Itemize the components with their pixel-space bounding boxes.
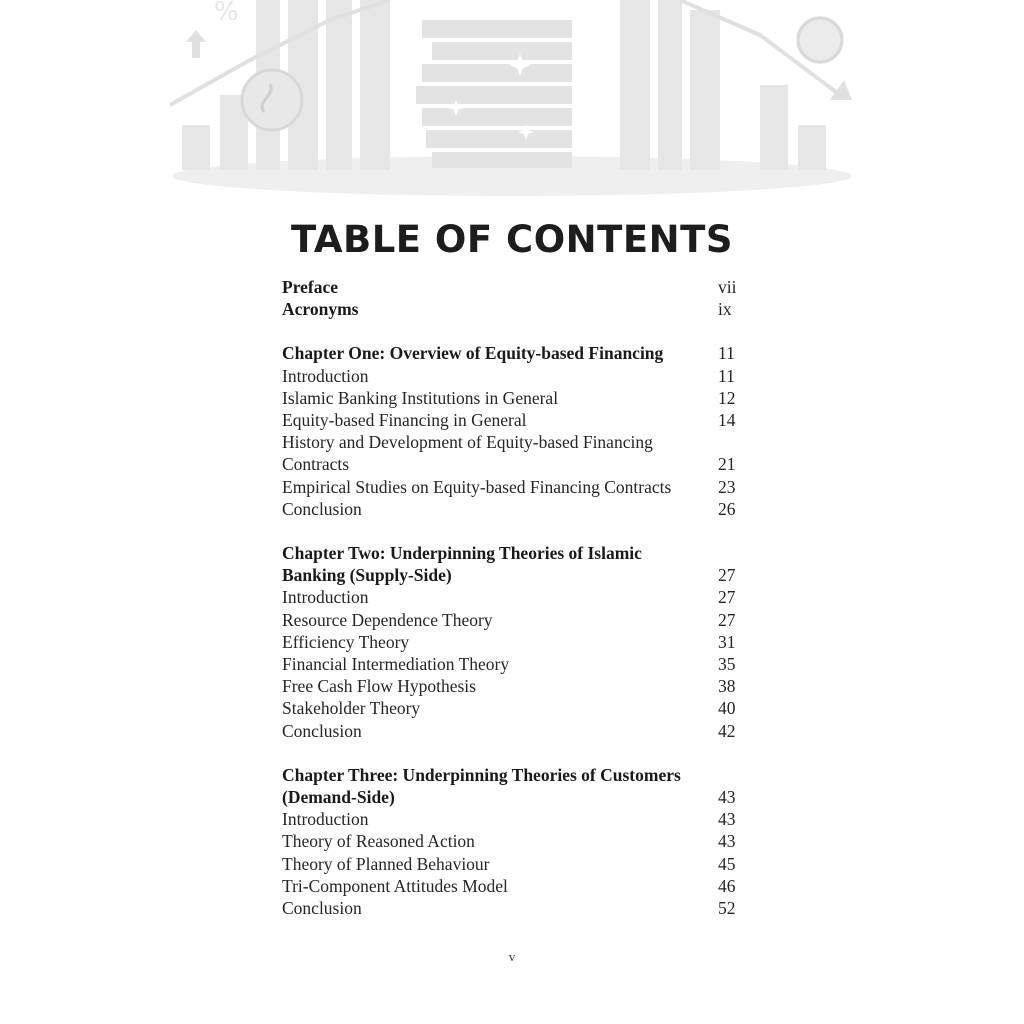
toc-entry-label: Free Cash Flow Hypothesis	[282, 676, 476, 697]
toc-entry	[282, 431, 742, 475]
toc-entry	[282, 409, 742, 431]
toc-entry-label: Stakeholder Theory	[282, 698, 421, 719]
toc-entry	[282, 897, 742, 919]
toc-entry-page: 35	[718, 654, 736, 675]
toc-chapter-three	[282, 764, 742, 808]
toc-entry	[282, 631, 742, 653]
toc-entry-page: 42	[718, 720, 736, 741]
toc-entry-page: 43	[718, 809, 736, 830]
toc-entry-label: Efficiency Theory	[282, 631, 410, 652]
toc-entry-label: Introduction	[282, 587, 369, 608]
toc-entry-label: Islamic Banking Institutions in General	[282, 387, 559, 408]
toc-chapter-two	[282, 542, 742, 586]
toc-entry-page: 52	[718, 898, 736, 919]
toc-entry-page: 27	[718, 587, 736, 608]
toc-entry-page: 11	[718, 365, 735, 386]
toc-entry	[282, 476, 742, 498]
toc-chapter-one	[282, 342, 742, 364]
toc-entry-page: 12	[718, 387, 736, 408]
toc-entry-page: 38	[718, 676, 736, 697]
toc-chapter-label: Chapter Three: Underpinning Theories of Customers (Demand-Side)	[282, 764, 681, 808]
toc-entry-page: vii	[718, 277, 737, 297]
toc-entry-label: Acronyms	[282, 299, 359, 320]
toc-entry-page: 27	[718, 565, 736, 586]
toc-entry-page: 43	[718, 787, 736, 808]
toc-entry	[282, 697, 742, 719]
toc-chapter-label: Chapter Two: Underpinning Theories of Islamic Banking (Supply-Side)	[282, 543, 642, 586]
toc-entry-label: History and Development of Equity-based Financing Contracts	[282, 432, 653, 475]
toc-entry-label: Introduction	[282, 365, 369, 386]
toc-entry	[282, 720, 742, 742]
toc-entry-label: Introduction	[282, 809, 369, 830]
toc-entry-page: 45	[718, 853, 736, 874]
toc-entry-label: Resource Dependence Theory	[282, 609, 493, 630]
toc-entry-acronyms	[282, 298, 742, 320]
svg-text:%: %	[214, 0, 239, 27]
toc-entry-label: Equity-based Financing in General	[282, 410, 527, 431]
toc-entry-page: 11	[718, 343, 735, 364]
table-of-contents	[282, 276, 742, 919]
toc-entry-page: 23	[718, 476, 736, 497]
toc-entry-label: Conclusion	[282, 720, 362, 741]
toc-entry-page: 46	[718, 875, 736, 896]
toc-entry-label: Preface	[282, 277, 339, 297]
toc-entry-page: 27	[718, 609, 736, 630]
toc-entry	[282, 653, 742, 675]
toc-entry-label: Empirical Studies on Equity-based Financing Contracts	[282, 476, 672, 497]
toc-entry-page: 26	[718, 498, 736, 519]
toc-entry	[282, 808, 742, 830]
toc-entry-label: Conclusion	[282, 498, 362, 519]
toc-entry-preface	[282, 276, 742, 298]
toc-entry-label: Financial Intermediation Theory	[282, 654, 510, 675]
toc-entry	[282, 586, 742, 608]
toc-entry-page: 21	[718, 454, 736, 475]
toc-entry	[282, 830, 742, 852]
toc-entry-page: ix	[718, 299, 732, 320]
toc-entry-page: 43	[718, 831, 736, 852]
toc-entry-label: Conclusion	[282, 898, 362, 919]
toc-chapter-label: Chapter One: Overview of Equity-based Financing	[282, 343, 664, 364]
toc-entry	[282, 853, 742, 875]
page-title: TABLE OF CONTENTS	[291, 218, 733, 261]
toc-entry	[282, 675, 742, 697]
toc-entry	[282, 387, 742, 409]
toc-entry-page: 40	[718, 698, 736, 719]
page-number: v	[508, 949, 516, 964]
finance-illustration	[160, 0, 864, 200]
toc-entry	[282, 609, 742, 631]
toc-entry	[282, 498, 742, 520]
toc-entry-page: 31	[718, 631, 736, 652]
toc-entry	[282, 365, 742, 387]
toc-entry	[282, 875, 742, 897]
toc-entry-label: Theory of Reasoned Action	[282, 831, 475, 852]
toc-entry-page: 14	[718, 410, 736, 431]
toc-entry-label: Tri-Component Attitudes Model	[282, 875, 508, 896]
toc-entry-label: Theory of Planned Behaviour	[282, 853, 490, 874]
